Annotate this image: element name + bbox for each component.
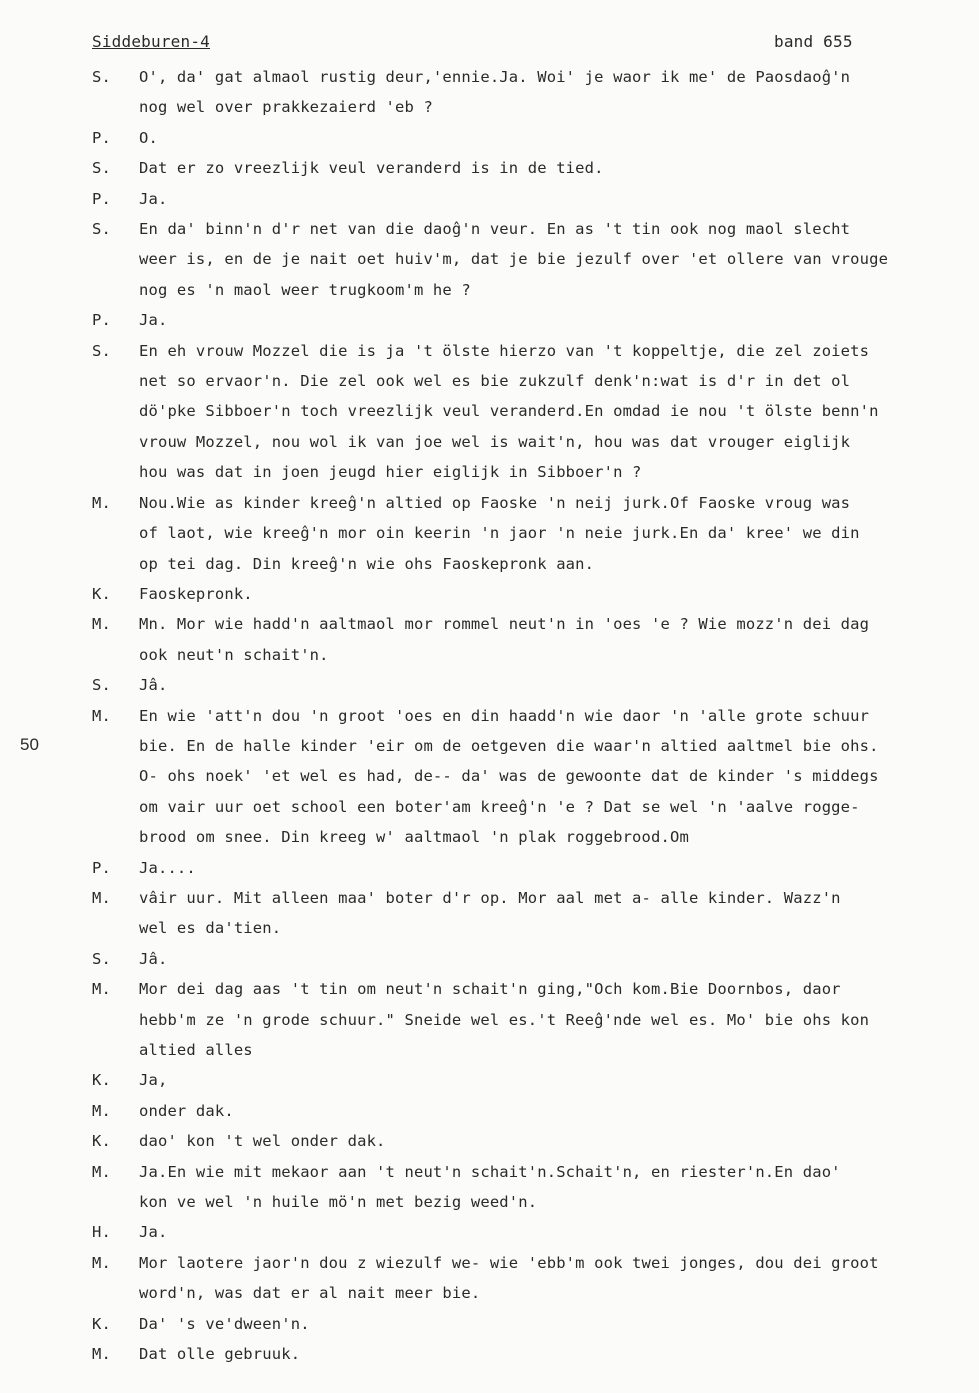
utterance-text: Da' 's ve'dween'n.: [139, 1314, 310, 1333]
speaker-label: H.: [92, 1223, 111, 1242]
utterance-text: Jâ.: [139, 676, 168, 695]
speaker-label: M.: [92, 1101, 111, 1120]
speaker-label: M.: [92, 980, 111, 999]
utterance-text: Mor dei dag aas 't tin om neut'n schait'n ging,"Och kom.Bie Doornbos, daor hebb'm ze 'n grode schuur." Sneide wel es.'t Reeĝ'nde wel es. Mo' bie ohs kon altied alles: [139, 980, 870, 1059]
speaker-label: P.: [92, 189, 111, 208]
transcript-turn: [92, 609, 972, 670]
utterance-text: dao' kon 't wel onder dak.: [139, 1132, 386, 1151]
speaker-label: S.: [92, 949, 111, 968]
tape-number: band 655: [774, 32, 853, 51]
utterance-text: Ja.En wie mit mekaor aan 't neut'n schait'n.Schait'n, en riester'n.En dao' kon ve wel 'n huile mö'n met bezig weed'n.: [139, 1162, 841, 1212]
speaker-label: S.: [92, 220, 111, 239]
utterance-text: O', da' gat almaol rustig deur,'ennie.Ja. Woi' je waor ik me' de Paosdaoĝ'n nog wel over prakkezaierd 'eb ?: [139, 68, 851, 117]
transcript-turn: [92, 1339, 972, 1369]
page-header: [92, 32, 869, 56]
utterance-text: Faoskepronk.: [139, 584, 253, 603]
utterance-text: O.: [139, 128, 158, 147]
utterance-text: Ja....: [139, 858, 196, 877]
speaker-label: K.: [92, 1314, 111, 1333]
transcript-turn: [92, 883, 972, 944]
transcript-turn: [92, 123, 972, 153]
transcript-turn: [92, 1157, 972, 1218]
utterance-text: Ja,: [139, 1071, 168, 1090]
transcript-turn: [92, 214, 972, 305]
utterance-text: Ja.: [139, 311, 168, 330]
speaker-label: M.: [92, 706, 111, 725]
transcript-turn: [92, 1217, 972, 1247]
speaker-label: P.: [92, 128, 111, 147]
utterance-text: Ja.: [139, 1223, 168, 1242]
speaker-label: M.: [92, 1253, 111, 1272]
transcript-turn: [92, 1096, 972, 1126]
utterance-text: vâir uur. Mit alleen maa' boter d'r op. Mor aal met a- alle kinder. Wazz'n wel es da'tien.: [139, 888, 841, 938]
utterance-text: Mor laotere jaor'n dou z wiezulf we- wie 'ebb'm ook twei jonges, dou dei groot word'n, was dat er al nait meer bie.: [139, 1253, 879, 1303]
speaker-label: M.: [92, 888, 111, 907]
transcript-turn: [92, 1309, 972, 1339]
speaker-label: S.: [92, 341, 111, 360]
speaker-label: M.: [92, 493, 111, 512]
speaker-label: M.: [92, 1162, 111, 1181]
speaker-label: S.: [92, 676, 111, 695]
transcript-turn: [92, 701, 972, 853]
margin-line-number: 50: [20, 735, 39, 754]
transcript-turn: [92, 974, 972, 1065]
speaker-label: K.: [92, 584, 111, 603]
transcript-turn: [92, 853, 972, 883]
utterance-text: Ja.: [139, 189, 168, 208]
transcript-turn: [92, 579, 972, 609]
transcript-turn: [92, 62, 972, 123]
utterance-text: En da' binn'n d'r net van die daoĝ'n veur. En as 't tin ook nog maol slecht weer is, en de je nait oet huiv'm, dat je bie jezulf over 'et ollere van vrouge nog es 'n maol weer trugkoom'm he ?: [139, 220, 889, 299]
utterance-text: Nou.Wie as kinder kreeĝ'n altied op Faoske 'n neij jurk.Of Faoske vroug was of laot, wie kreeĝ'n mor oin keerin 'n jaor 'n neie jurk.En da' kree' we din op tei dag. Din kreeĝ'n wie ohs Faoskepronk aan.: [139, 493, 860, 573]
utterance-text: onder dak.: [139, 1101, 234, 1120]
document-title: Siddeburen-4: [92, 32, 210, 51]
utterance-text: Jâ.: [139, 949, 168, 968]
transcript-turn: [92, 1126, 972, 1156]
speaker-label: P.: [92, 311, 111, 330]
transcript-turn: [92, 670, 972, 700]
transcript: [92, 62, 972, 1369]
transcript-turn: [92, 1065, 972, 1095]
speaker-label: K.: [92, 1132, 111, 1151]
transcript-turn: [92, 488, 972, 579]
speaker-label: S.: [92, 68, 111, 86]
speaker-label: S.: [92, 159, 111, 178]
speaker-label: P.: [92, 858, 111, 877]
speaker-label: M.: [92, 1345, 111, 1364]
transcript-turn: [92, 153, 972, 183]
transcript-turn: [92, 1248, 972, 1309]
transcript-turn: [92, 336, 972, 488]
transcript-turn: [92, 184, 972, 214]
utterance-text: Dat olle gebruuk.: [139, 1345, 301, 1364]
transcript-turn: [92, 944, 972, 974]
speaker-label: M.: [92, 615, 111, 634]
utterance-text: Dat er zo vreezlijk veul veranderd is in de tied.: [139, 159, 604, 178]
utterance-text: En wie 'att'n dou 'n groot 'oes en din haadd'n wie daor 'n 'alle grote schuur bie. En de halle kinder 'eir om de oetgeven die waar'n altied aaltmel bie ohs. O- ohs noek' 'et wel es had, de-- da' was de gewoonte dat de kinder 's middegs om vair uur oet school een boter'am kreeĝ'n 'e ? Dat se wel 'n 'aalve rogge- brood om snee. Din kreeg w' aaltmaol 'n plak roggebrood.Om: [139, 706, 879, 847]
utterance-text: En eh vrouw Mozzel die is ja 't ölste hierzo van 't koppeltje, die zel zoiets net so ervaor'n. Die zel ook wel es bie zukzulf denk'n:wat is d'r in det ol dö'pke Sibboer'n toch vreezlijk veul veranderd.En omdad ie nou 't ölste benn'n vrouw Mozzel, nou wol ik van joe wel is wait'n, hou was dat vrouger eiglijk hou was dat in joen jeugd hier eiglijk in Sibboer'n ?: [139, 341, 879, 482]
transcript-turn: [92, 305, 972, 335]
utterance-text: Mn. Mor wie hadd'n aaltmaol mor rommel neut'n in 'oes 'e ? Wie mozz'n dei dag ook neut'n schait'n.: [139, 615, 870, 664]
speaker-label: K.: [92, 1071, 111, 1090]
